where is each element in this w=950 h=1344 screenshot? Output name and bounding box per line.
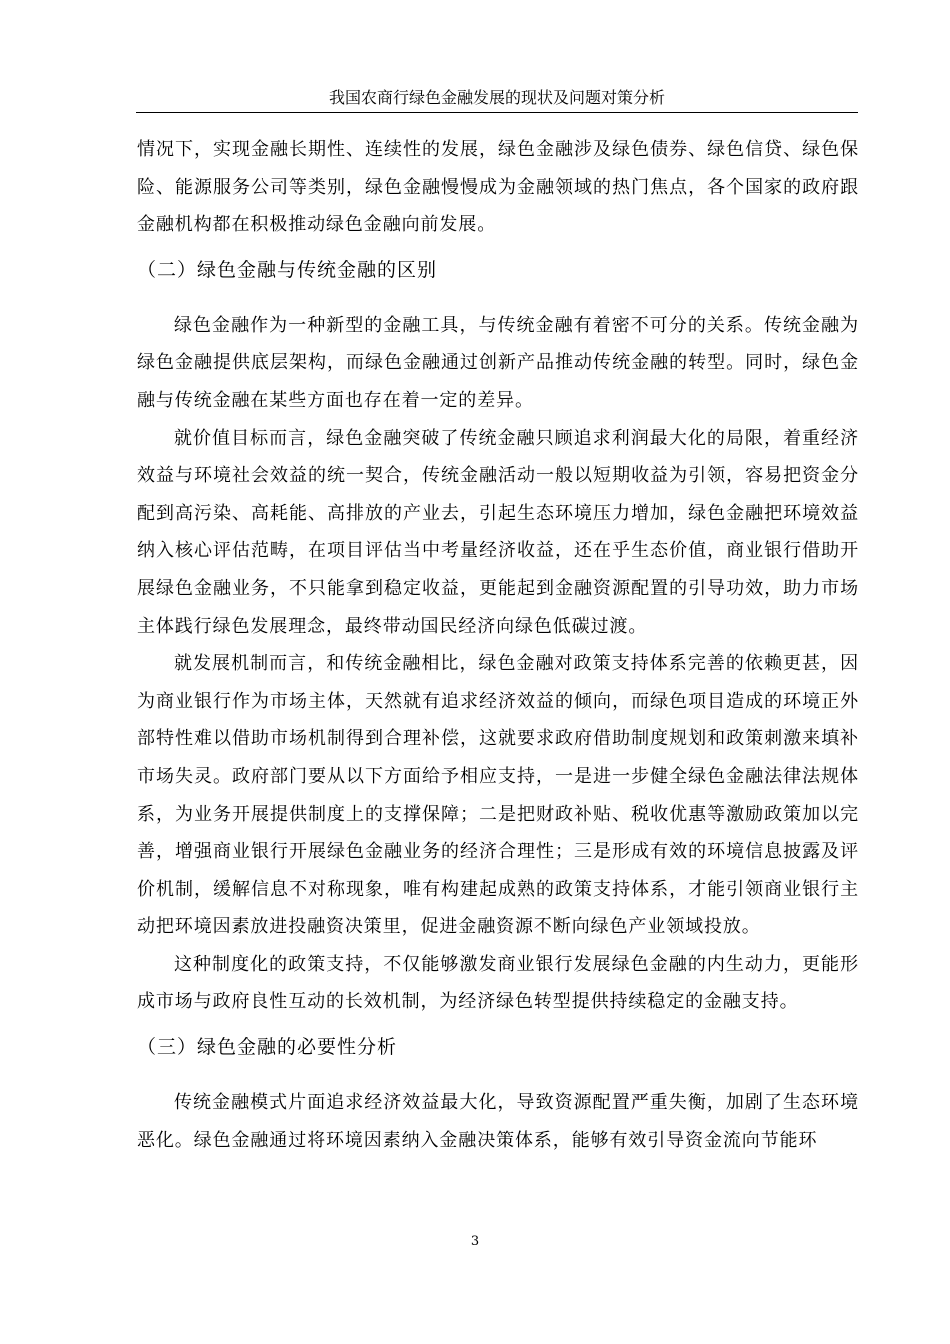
section-heading-3: （三）绿色金融的必要性分析 — [137, 1036, 398, 1059]
running-header: 我国农商行绿色金融发展的现状及问题对策分析 — [328, 88, 665, 107]
paragraph-necessity: 传统金融模式片面追求经济效益最大化，导致资源配置严重失衡，加剧了生态环境恶化。绿色金融通过将环境因素纳入金融决策体系，能够有效引导资金流向节能环 — [137, 1092, 859, 1151]
section-heading-2: （二）绿色金融与传统金融的区别 — [137, 258, 438, 281]
header-divider — [136, 112, 858, 113]
paragraph-continuation: 情况下，实现金融长期性、连续性的发展，绿色金融涉及绿色债券、绿色信贷、绿色保险、能源服务公司等类别，绿色金融慢慢成为金融领域的热门焦点，各个国家的政府跟金融机构都在积极推动绿色金融向前发展。 — [137, 139, 859, 236]
paragraph-development-mechanism: 就发展机制而言，和传统金融相比，绿色金融对政策支持体系完善的依赖更甚，因为商业银行作为市场主体，天然就有追求经济效益的倾向，而绿色项目造成的环境正外部特性难以借助市场机制得到合理补偿，这就要求政府借助制度规划和政策刺激来填补市场失灵。政府部门要从以下方面给予相应支持，一是进一步健全绿色金融法律法规体系，为业务开展提供制度上的支撑保障；二是把财政补贴、税收优惠等激励政策加以完善，增强商业银行开展绿色金融业务的经济合理性；三是形成有效的环境信息披露及评价机制，缓解信息不对称现象，唯有构建起成熟的政策支持体系，才能引领商业银行主动把环境因素放进投融资决策里，促进金融资源不断向绿色产业领域投放。 — [137, 653, 859, 938]
page-body — [137, 131, 859, 1159]
paragraph-value-goal: 就价值目标而言，绿色金融突破了传统金融只顾追求利润最大化的局限，着重经济效益与环境社会效益的统一契合，传统金融活动一般以短期收益为引领，容易把资金分配到高污染、高耗能、高排放的产业去，引起生态环境压力增加，绿色金融把环境效益纳入核心评估范畴，在项目评估当中考量经济收益，还在乎生态价值，商业银行借助开展绿色金融业务，不只能拿到稳定收益，更能起到金融资源配置的引导功效，助力市场主体践行绿色发展理念，最终带动国民经济向绿色低碳过渡。 — [137, 427, 859, 637]
paragraph-relationship: 绿色金融作为一种新型的金融工具，与传统金融有着密不可分的关系。传统金融为绿色金融提供底层架构，而绿色金融通过创新产品推动传统金融的转型。同时，绿色金融与传统金融在某些方面也存在着一定的差异。 — [137, 314, 859, 411]
page-number: 3 — [470, 1234, 480, 1249]
paragraph-policy-support: 这种制度化的政策支持，不仅能够激发商业银行发展绿色金融的内生动力，更能形成市场与政府良性互动的长效机制，为经济绿色转型提供持续稳定的金融支持。 — [137, 953, 859, 1013]
